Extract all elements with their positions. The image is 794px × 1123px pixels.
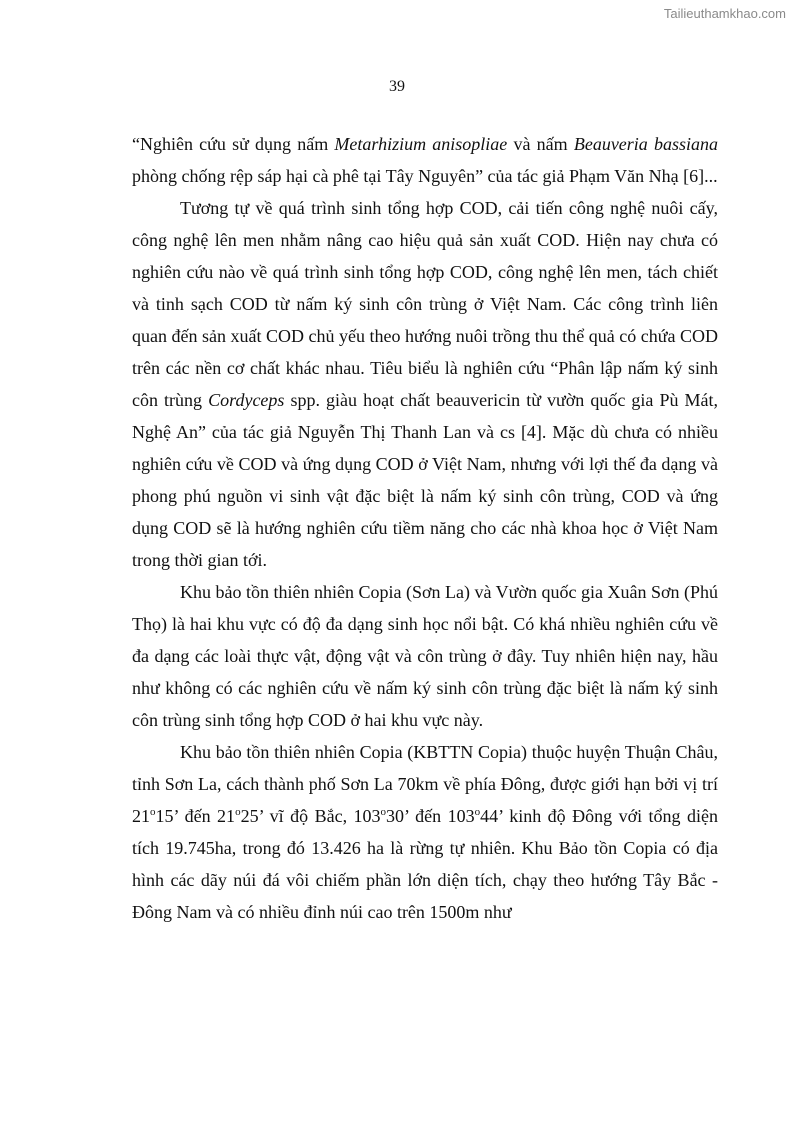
degree-sup: o — [150, 806, 156, 818]
text-run: Tương tự về quá trình sinh tổng hợp COD, cải tiến công nghệ nuôi cấy, công nghệ lên men nhằm nâng cao hiệu quả sản xuất COD. Hiện nay chưa có nghiên cứu nào về quá trình sinh tổng hợp COD, công nghệ lên men, tách chiết và tinh sạch COD từ nấm ký sinh côn trùng ở Việt Nam. Các công trình liên quan đến sản xuất COD chủ yếu theo hướng nuôi trồng thu thể quả có chứa COD trên các nền cơ chất khác nhau. Tiêu biểu là nghiên cứu “Phân lập nấm ký sinh côn trùng — [132, 198, 718, 410]
text-run: Khu bảo tồn thiên nhiên Copia (KBTTN Copia) thuộc huyện Thuận Châu, tỉnh Sơn La, cách thành phố Sơn La 70km về phía Đông, được giới hạn bởi vị trí 21 — [132, 742, 718, 826]
genus-name: Cordyceps — [208, 390, 285, 410]
page-number: 39 — [389, 78, 405, 95]
species-name: Metarhizium anisopliae — [334, 134, 508, 154]
paragraph-2 — [132, 192, 718, 576]
text-run: phòng chống rệp sáp hại cà phê tại Tây Nguyên” của tác giả Phạm Văn Nhạ [6]... — [132, 166, 718, 186]
text-run: spp. giàu hoạt chất beauvericin từ vườn quốc gia Pù Mát, Nghệ An” của tác giả Nguyễn Thị Thanh Lan và cs [4]. Mặc dù chưa có nhiều nghiên cứu về COD và ứng dụng COD ở Việt Nam, nhưng với lợi thế đa dạng và phong phú nguồn vi sinh vật đặc biệt là nấm ký sinh côn trùng, COD và ứng dụng COD sẽ là hướng nghiên cứu tiềm năng cho các nhà khoa học ở Việt Nam trong thời gian tới. — [132, 390, 719, 570]
paragraph-4 — [132, 736, 718, 928]
degree-sup: o — [474, 806, 481, 818]
body-text — [132, 128, 718, 928]
watermark: Tailieuthamkhao.com — [663, 6, 786, 21]
text-run: 15’ đến 21 — [155, 806, 236, 826]
paragraph-3 — [132, 576, 718, 736]
text-run: “Nghiên cứu sử dụng nấm — [132, 134, 335, 154]
text-run: 25’ vĩ độ Bắc, 103 — [240, 806, 381, 826]
degree-sup: o — [380, 806, 387, 818]
text-run: 30’ đến 103 — [386, 806, 475, 826]
paragraph-1 — [132, 128, 718, 192]
species-name: Beauveria bassiana — [573, 134, 718, 154]
text-run: 44’ kinh độ Đông với tổng diện tích 19.745ha, trong đó 13.426 ha là rừng tự nhiên. Khu Bảo tồn Copia có địa hình các dãy núi đá vôi chiếm phần lớn diện tích, chạy theo hướng Tây Bắc - Đông Nam và có nhiều đỉnh núi cao trên 1500m như — [132, 806, 718, 922]
degree-sup: o — [235, 806, 241, 818]
text-run: và nấm — [507, 134, 574, 154]
text-run: Khu bảo tồn thiên nhiên Copia (Sơn La) và Vườn quốc gia Xuân Sơn (Phú Thọ) là hai khu vực có độ đa dạng sinh học nổi bật. Có khá nhiều nghiên cứu về đa dạng các loài thực vật, động vật và côn trùng ở đây. Tuy nhiên hiện nay, hầu như không có các nghiên cứu về nấm ký sinh côn trùng đặc biệt là nấm ký sinh côn trùng sinh tổng hợp COD ở hai khu vực này. — [132, 582, 718, 730]
